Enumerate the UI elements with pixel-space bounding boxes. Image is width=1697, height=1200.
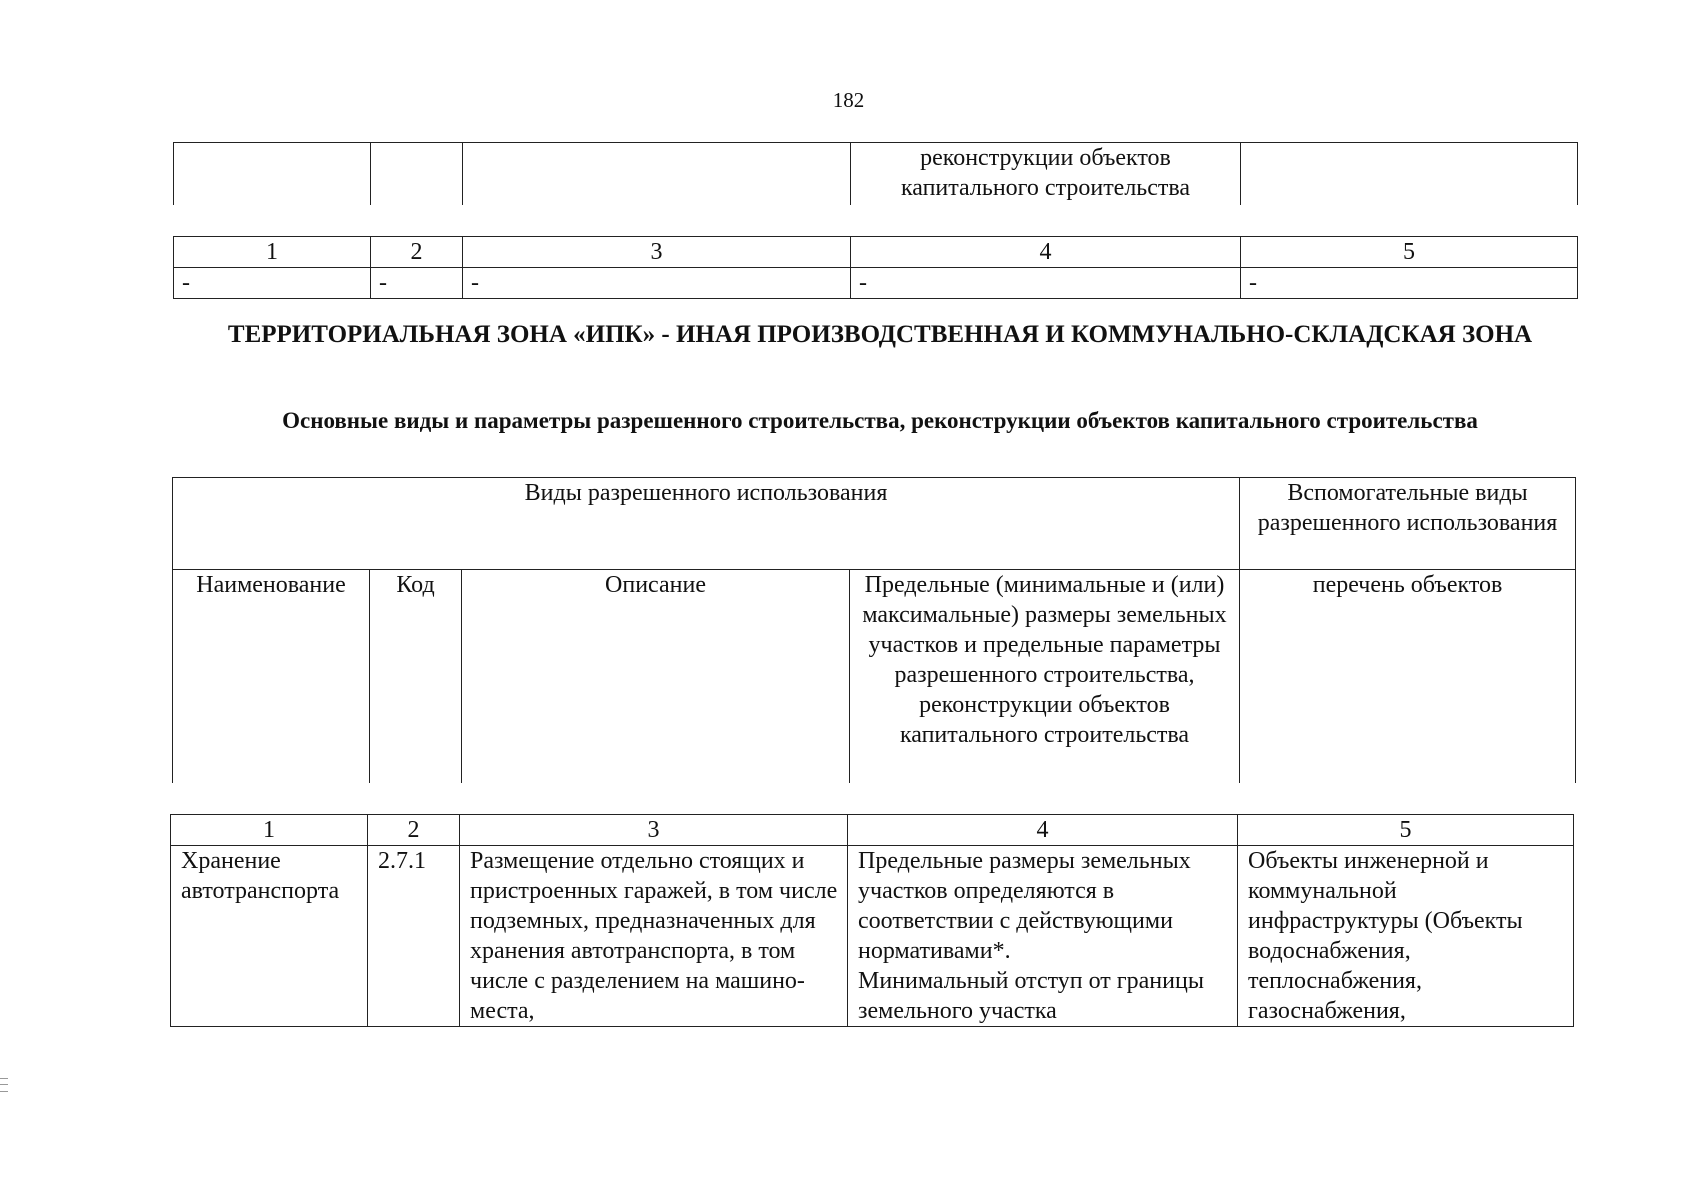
header-table bbox=[172, 477, 1576, 783]
cell-code: 2.7.1 bbox=[368, 846, 460, 1027]
table-row bbox=[174, 237, 1578, 268]
page-number: 182 bbox=[832, 88, 865, 112]
zone-subtitle: Основные виды и параметры разрешенного строительства, реконструкции объектов капитального строительства bbox=[282, 408, 1478, 433]
table-row bbox=[174, 268, 1578, 299]
table-row bbox=[174, 143, 1578, 206]
column-header-code: Код bbox=[370, 570, 462, 784]
table-row bbox=[173, 570, 1576, 784]
column-number: 1 bbox=[174, 237, 371, 268]
table-cell bbox=[371, 143, 463, 206]
table-row bbox=[171, 846, 1574, 1027]
table-cell: - bbox=[371, 268, 463, 299]
cell-limits: Предельные размеры земельных участков определяются в соответствии с действующими нормативами*. Минимальный отступ от границы земельного участка bbox=[848, 846, 1238, 1027]
column-number-table bbox=[173, 236, 1578, 299]
column-number: 3 bbox=[460, 815, 848, 846]
column-number: 2 bbox=[371, 237, 463, 268]
table-cell: - bbox=[463, 268, 851, 299]
zone-table bbox=[170, 814, 1574, 1027]
scan-edge-mark bbox=[0, 1078, 8, 1092]
table-cell: - bbox=[851, 268, 1241, 299]
table-cell bbox=[463, 143, 851, 206]
column-number: 5 bbox=[1238, 815, 1574, 846]
column-number: 4 bbox=[851, 237, 1241, 268]
table-row bbox=[173, 478, 1576, 570]
zone-title: ТЕРРИТОРИАЛЬНАЯ ЗОНА «ИПК» - ИНАЯ ПРОИЗВОДСТВЕННАЯ И КОММУНАЛЬНО-СКЛАДСКАЯ ЗОНА bbox=[227, 321, 1533, 348]
column-number: 2 bbox=[368, 815, 460, 846]
cell-objects: Объекты инженерной и коммунальной инфраструктуры (Объекты водоснабжения, теплоснабжения, газоснабжения, bbox=[1238, 846, 1574, 1027]
cell-name: Хранение автотранспорта bbox=[171, 846, 368, 1027]
table-cell: - bbox=[174, 268, 371, 299]
cell-description: Размещение отдельно стоящих и пристроенных гаражей, в том числе подземных, предназначенных для хранения автотранспорта, в том числе с разделением на машино-места, bbox=[460, 846, 848, 1027]
table-cell bbox=[174, 143, 371, 206]
column-header-limits: Предельные (минимальные и (или) максимальные) размеры земельных участков и предельные параметры разрешенного строительства, реконструкции объектов капитального строительства bbox=[850, 570, 1240, 784]
group-header-aux: Вспомогательные виды разрешенного использования bbox=[1240, 478, 1576, 570]
column-number: 3 bbox=[463, 237, 851, 268]
column-header-objects: перечень объектов bbox=[1240, 570, 1576, 784]
column-number: 4 bbox=[848, 815, 1238, 846]
table-cell: реконструкции объектов капитального строительства bbox=[851, 143, 1241, 206]
column-number: 5 bbox=[1241, 237, 1578, 268]
continuation-table bbox=[173, 142, 1578, 205]
table-row bbox=[171, 815, 1574, 846]
column-number: 1 bbox=[171, 815, 368, 846]
column-header-name: Наименование bbox=[173, 570, 370, 784]
table-cell: - bbox=[1241, 268, 1578, 299]
group-header-uses: Виды разрешенного использования bbox=[173, 478, 1240, 570]
column-header-description: Описание bbox=[462, 570, 850, 784]
table-cell bbox=[1241, 143, 1578, 206]
